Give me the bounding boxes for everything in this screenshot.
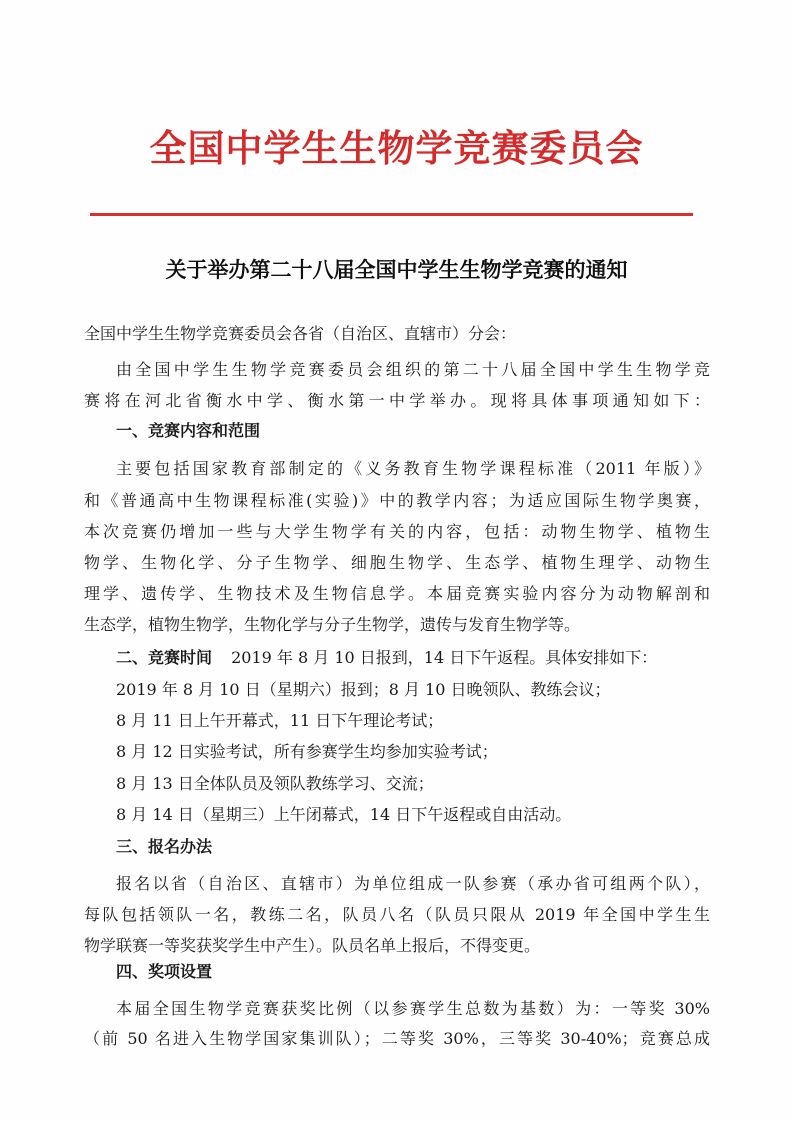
section-2-heading-rest: 2019 年 8 月 10 日报到，14 日下午返程。具体安排如下： xyxy=(231,648,658,667)
section-3-line-1: 报名以省（自治区、直辖市）为单位组成一队参赛（承办省可组两个队）， xyxy=(116,874,710,893)
schedule-item-1: 2019 年 8 月 10 日（星期六）报到；8 月 10 日晚领队、教练会议； xyxy=(116,680,611,699)
section-1-line-3: 本次竞赛仍增加一些与大学生物学有关的内容，包括：动物生物学、植物生 xyxy=(84,522,710,541)
document-title: 关于举办第二十八届全国中学生生物学竞赛的通知 xyxy=(165,258,628,282)
schedule-item-4: 8 月 13 日全体队员及领队教练学习、交流； xyxy=(116,774,434,793)
section-4-heading: 四、奖项设置 xyxy=(116,962,213,981)
section-4-line-2: （前 50 名进入生物学国家集训队）；二等奖 30%，三等奖 30-40%；竞赛总成 xyxy=(84,1029,710,1048)
intro-line-2: 赛将在河北省衡水中学、衡水第一中学举办。现将具体事项通知如下： xyxy=(84,391,710,410)
section-2-heading: 二、竞赛时间 xyxy=(116,648,213,667)
section-1-line-1: 主要包括国家教育部制定的《义务教育生物学课程标准（2011 年版）》 xyxy=(116,459,710,478)
section-2-heading-line xyxy=(116,647,710,671)
schedule-item-5: 8 月 14 日（星期三）上午闭幕式，14 日下午返程或自由活动。 xyxy=(116,805,572,824)
red-divider-rule xyxy=(90,213,693,216)
section-1-heading: 一、竞赛内容和范围 xyxy=(116,421,261,440)
section-3-line-2: 每队包括领队一名，教练二名，队员八名（队员只限从 2019 年全国中学生生 xyxy=(84,905,710,924)
section-1-line-6: 生态学，植物生物学，生物化学与分子生物学，遗传与发育生物学等。 xyxy=(84,615,581,634)
section-1-line-4: 物学、生物化学、分子生物学、细胞生物学、生态学、植物生理学、动物生 xyxy=(84,553,710,572)
section-3-line-3: 物学联赛一等奖获奖学生中产生）。队员名单上报后，不得变更。 xyxy=(84,936,541,955)
intro-line-1: 由全国中学生生物学竞赛委员会组织的第二十八届全国中学生生物学竞 xyxy=(116,360,710,379)
schedule-item-3: 8 月 12 日实验考试，所有参赛学生均参加实验考试； xyxy=(116,742,498,761)
organization-header: 全国中学生生物学竞赛委员会 xyxy=(149,126,644,170)
section-1-line-2: 和《普通高中生物课程标准(实验)》中的教学内容；为适应国际生物学奥赛， xyxy=(84,491,710,510)
section-3-heading: 三、报名办法 xyxy=(116,837,213,856)
section-4-line-1: 本届全国生物学竞赛获奖比例（以参赛学生总数为基数）为：一等奖 30% xyxy=(116,999,710,1018)
section-1-line-5: 理学、遗传学、生物技术及生物信息学。本届竞赛实验内容分为动物解剖和 xyxy=(84,584,710,603)
schedule-item-2: 8 月 11 日上午开幕式，11 日下午理论考试； xyxy=(116,711,444,730)
salutation: 全国中学生生物学竞赛委员会各省（自治区、直辖市）分会： xyxy=(84,324,517,343)
